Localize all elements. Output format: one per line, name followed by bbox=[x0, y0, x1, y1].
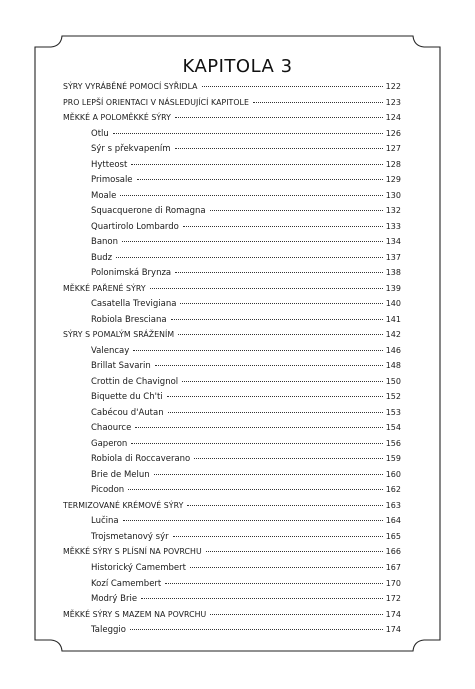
toc-item-row bbox=[63, 172, 401, 188]
page-number: 152 bbox=[385, 392, 401, 402]
dot-leader bbox=[187, 504, 383, 506]
toc-section-row bbox=[63, 498, 401, 514]
dot-leader bbox=[206, 550, 383, 552]
dot-leader bbox=[167, 395, 383, 397]
page-number: 153 bbox=[385, 407, 401, 417]
dot-leader bbox=[175, 147, 383, 149]
toc-item-label: Chaource bbox=[91, 423, 132, 434]
page-number: 160 bbox=[385, 469, 401, 479]
dot-leader bbox=[120, 194, 383, 196]
toc-item-label: Banon bbox=[91, 237, 119, 248]
dot-leader bbox=[190, 566, 383, 568]
dot-leader bbox=[155, 364, 383, 366]
page-number: 132 bbox=[385, 206, 401, 216]
dot-leader bbox=[131, 442, 383, 444]
toc-item-row bbox=[63, 560, 401, 576]
toc-item-label: Hytteost bbox=[91, 159, 128, 170]
page-number: 134 bbox=[385, 237, 401, 247]
toc-item-label: Otlu bbox=[91, 128, 109, 139]
toc-item-row bbox=[63, 389, 401, 405]
dot-leader bbox=[175, 271, 383, 273]
toc-section-row bbox=[63, 607, 401, 623]
page-number: 141 bbox=[385, 314, 401, 324]
dot-leader bbox=[210, 209, 383, 211]
dot-leader bbox=[116, 256, 383, 258]
toc-item-label: Trojsmetanový sýr bbox=[91, 531, 169, 542]
page-number: 167 bbox=[385, 562, 401, 572]
dot-leader bbox=[175, 116, 383, 118]
dot-leader bbox=[173, 535, 383, 537]
page-number: 142 bbox=[385, 330, 401, 340]
toc-item-row bbox=[63, 296, 401, 312]
toc-item-row bbox=[63, 203, 401, 219]
toc-item-row bbox=[63, 622, 401, 638]
page-number: 174 bbox=[385, 625, 401, 635]
toc-section-label: MĚKKÉ SÝRY S PLÍSNÍ NA POVRCHU bbox=[63, 547, 202, 557]
toc-section-row bbox=[63, 110, 401, 126]
toc-item-row bbox=[63, 234, 401, 250]
toc-item-row bbox=[63, 219, 401, 235]
toc-item-label: Taleggio bbox=[91, 625, 126, 636]
dot-leader bbox=[194, 457, 383, 459]
dot-leader bbox=[202, 85, 383, 87]
page-number: 163 bbox=[385, 500, 401, 510]
page-number: 170 bbox=[385, 578, 401, 588]
page-number: 123 bbox=[385, 97, 401, 107]
table-of-contents bbox=[63, 79, 401, 638]
toc-item-row bbox=[63, 374, 401, 390]
dot-leader bbox=[135, 426, 383, 428]
page-number: 139 bbox=[385, 283, 401, 293]
toc-item-label: Sýr s překvapením bbox=[91, 144, 171, 155]
toc-item-row bbox=[63, 405, 401, 421]
toc-section-row bbox=[63, 327, 401, 343]
toc-section-label: MĚKKÉ PAŘENÉ SÝRY bbox=[63, 283, 146, 293]
toc-item-row bbox=[63, 188, 401, 204]
toc-item-label: Squacquerone di Romagna bbox=[91, 206, 206, 217]
toc-item-row bbox=[63, 250, 401, 266]
toc-item-label: Robiola di Roccaverano bbox=[91, 454, 191, 465]
dot-leader bbox=[210, 613, 383, 615]
page-number: 166 bbox=[385, 547, 401, 557]
toc-item-label: Gaperon bbox=[91, 438, 128, 449]
toc-item-label: Crottin de Chavignol bbox=[91, 376, 179, 387]
toc-item-row bbox=[63, 451, 401, 467]
toc-item-label: Primosale bbox=[91, 175, 133, 186]
toc-item-row bbox=[63, 312, 401, 328]
toc-item-label: Valencay bbox=[91, 345, 130, 356]
toc-item-label: Quartirolo Lombardo bbox=[91, 221, 179, 232]
dot-leader bbox=[165, 582, 383, 584]
dot-leader bbox=[133, 349, 383, 351]
dot-leader bbox=[178, 333, 383, 335]
dot-leader bbox=[171, 318, 383, 320]
toc-item-row bbox=[63, 141, 401, 157]
dot-leader bbox=[141, 597, 383, 599]
dot-leader bbox=[180, 302, 383, 304]
chapter-title: KAPITOLA 3 bbox=[182, 56, 293, 77]
toc-item-label: Kozí Camembert bbox=[91, 578, 162, 589]
page-number: 146 bbox=[385, 345, 401, 355]
dot-leader bbox=[154, 473, 383, 475]
page-number: 172 bbox=[385, 594, 401, 604]
dot-leader bbox=[131, 163, 383, 165]
toc-section-row bbox=[63, 95, 401, 111]
toc-section-label: SÝRY VYRÁBĚNÉ POMOCÍ SYŘIDLA bbox=[63, 82, 198, 91]
toc-section-label: TERMIZOVANÉ KRÉMOVÉ SÝRY bbox=[63, 500, 184, 510]
toc-item-row bbox=[63, 436, 401, 452]
toc-section-row bbox=[63, 79, 401, 95]
dot-leader bbox=[182, 380, 383, 382]
toc-item-label: Casatella Trevigiana bbox=[91, 299, 177, 310]
toc-item-row bbox=[63, 358, 401, 374]
toc-section-label: PRO LEPŠÍ ORIENTACI V NÁSLEDUJÍCÍ KAPITOLE bbox=[63, 97, 249, 107]
toc-item-row bbox=[63, 576, 401, 592]
page-number: 137 bbox=[385, 252, 401, 262]
toc-item-row bbox=[63, 126, 401, 142]
toc-section-label: MĚKKÉ A POLOMĚKKÉ SÝRY bbox=[63, 113, 171, 123]
toc-item-row bbox=[63, 420, 401, 436]
page-number: 174 bbox=[385, 609, 401, 619]
page-number: 162 bbox=[385, 485, 401, 495]
toc-item-label: Brillat Savarin bbox=[91, 361, 151, 372]
page-number: 164 bbox=[385, 516, 401, 526]
page-number: 127 bbox=[385, 144, 401, 154]
dot-leader bbox=[128, 488, 383, 490]
toc-item-row bbox=[63, 265, 401, 281]
dot-leader bbox=[113, 132, 383, 134]
page-number: 165 bbox=[385, 531, 401, 541]
page-number: 128 bbox=[385, 159, 401, 169]
toc-item-label: Polonimská Brynza bbox=[91, 268, 172, 279]
page-number: 126 bbox=[385, 128, 401, 138]
toc-item-row bbox=[63, 513, 401, 529]
toc-item-label: Picodon bbox=[91, 485, 125, 496]
page-number: 148 bbox=[385, 361, 401, 371]
page-number: 133 bbox=[385, 221, 401, 231]
toc-item-row bbox=[63, 482, 401, 498]
page-number: 159 bbox=[385, 454, 401, 464]
toc-item-label: Moale bbox=[91, 190, 117, 201]
toc-item-row bbox=[63, 591, 401, 607]
page-number: 124 bbox=[385, 113, 401, 123]
toc-item-row bbox=[63, 343, 401, 359]
toc-item-label: Cabécou d'Autan bbox=[91, 407, 164, 418]
dot-leader bbox=[183, 225, 383, 227]
toc-item-label: Robiola Bresciana bbox=[91, 314, 167, 325]
dot-leader bbox=[150, 287, 383, 289]
toc-item-label: Historický Camembert bbox=[91, 562, 186, 573]
toc-item-row bbox=[63, 467, 401, 483]
toc-item-label: Modrý Brie bbox=[91, 594, 138, 605]
toc-section-row bbox=[63, 281, 401, 297]
toc-item-row bbox=[63, 157, 401, 173]
page-number: 129 bbox=[385, 175, 401, 185]
toc-section-label: SÝRY S POMALÝM SRÁŽENÍM bbox=[63, 330, 175, 340]
toc-item-label: Brie de Melun bbox=[91, 469, 150, 480]
page-number: 150 bbox=[385, 376, 401, 386]
toc-item-label: Biquette du Ch'ti bbox=[91, 392, 163, 403]
toc-item-label: Lučina bbox=[91, 516, 119, 527]
page-number: 130 bbox=[385, 190, 401, 200]
toc-section-row bbox=[63, 544, 401, 560]
dot-leader bbox=[130, 628, 383, 630]
toc-item-row bbox=[63, 529, 401, 545]
page-number: 138 bbox=[385, 268, 401, 278]
dot-leader bbox=[253, 101, 383, 103]
page-number: 154 bbox=[385, 423, 401, 433]
dot-leader bbox=[168, 411, 383, 413]
page-number: 156 bbox=[385, 438, 401, 448]
dot-leader bbox=[123, 519, 383, 521]
toc-item-label: Budz bbox=[91, 252, 113, 263]
page-number: 140 bbox=[385, 299, 401, 309]
dot-leader bbox=[137, 178, 383, 180]
toc-section-label: MĚKKÉ SÝRY S MAZEM NA POVRCHU bbox=[63, 609, 207, 619]
page-number: 122 bbox=[385, 82, 401, 91]
dot-leader bbox=[122, 240, 383, 242]
